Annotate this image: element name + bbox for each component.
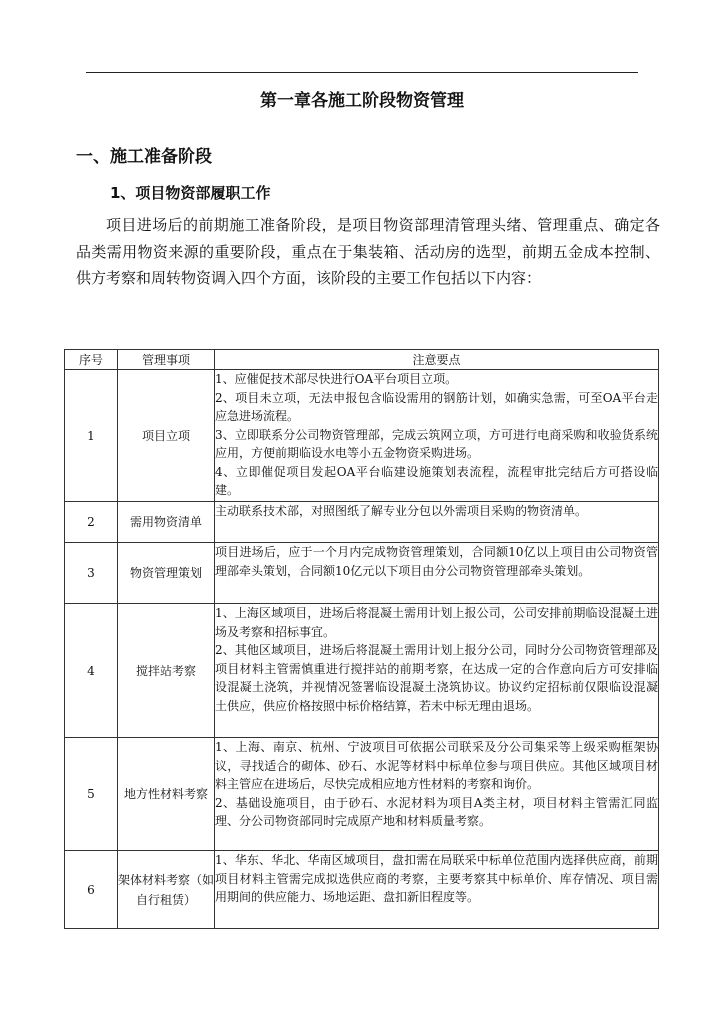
note-text: 1、上海区域项目，进场后将混凝土需用计划上报公司，公司安排前期临设混凝土进场及考察和招标事宜。: [215, 606, 658, 639]
row-item: 地方性材料考察: [118, 738, 215, 851]
note-text: 4、立即催促项目发起OA平台临建设施策划表流程，流程审批完结后方可搭设临建。: [215, 464, 658, 497]
note-text: 项目进场后，应于一个月内完成物资管理策划，合同额10亿以上项目由公司物资管理部牵头策划，合同额10亿元以下项目由分公司物资管理部牵头策划。: [215, 545, 658, 578]
table-row: [65, 543, 659, 604]
row-item: 架体材料考察（如自行租赁）: [118, 851, 215, 929]
note-text: 1、华东、华北、华南区域项目，盘扣需在局联采中标单位范围内选择供应商，前期项目材料主管需完成拟选供应商的考察，主要考察其中标单价、库存情况、项目需用期间的供应能力、场地运距、盘扣新旧程度等。: [215, 853, 658, 904]
row-number: 5: [65, 738, 118, 851]
row-item: 项目立项: [118, 370, 215, 502]
header-notes: 注意要点: [215, 350, 659, 370]
subsection-title: 1、项目物资部履职工作: [110, 184, 271, 202]
table-row: [65, 738, 659, 851]
note-text: 2、其他区域项目，进场后将混凝土需用计划上报分公司，同时分公司物资管理部及项目材料主管需慎重进行搅拌站的前期考察，在达成一定的合作意向后方可安排临设混凝土浇筑，并视情况签署临设混凝土浇筑协议。协议约定招标前仅限临设混凝土供应，供应价格按照中标价格结算，若未中标无理由退场。: [215, 643, 658, 713]
note-text: 1、上海、南京、杭州、宁波项目可依据公司联采及分公司集采等上级采购框架协议，寻找适合的砌体、砂石、水泥等材料中标单位参与项目供应。其他区域项目材料主管应在进场后，尽快完成相应地方性材料的考察和询价。: [215, 740, 658, 791]
management-table: [64, 349, 659, 929]
note-text: 3、立即联系分公司物资管理部，完成云筑网立项，方可进行电商采购和收验货系统应用，方便前期临设水电等小五金物资采购进场。: [215, 427, 658, 460]
row-notes: [215, 604, 659, 738]
note-text: 1、应催促技术部尽快进行OA平台项目立项。: [215, 372, 458, 386]
intro-paragraph: 项目进场后的前期施工准备阶段，是项目物资部理清管理头绪、管理重点、确定各品类需用物资来源的重要阶段，重点在于集装箱、活动房的选型，前期五金成本控制、供方考察和周转物资调入四个方面，该阶段的主要工作包括以下内容：: [76, 216, 660, 287]
row-number: 6: [65, 851, 118, 929]
row-number: 2: [65, 502, 118, 543]
row-number: 3: [65, 543, 118, 604]
table-row: [65, 851, 659, 929]
table-row: [65, 370, 659, 502]
note-text: 主动联系技术部，对照图纸了解专业分包以外需项目采购的物资清单。: [215, 504, 588, 518]
row-item: 需用物资清单: [118, 502, 215, 543]
note-text: 2、项目未立项，无法申报包含临设需用的钢筋计划，如确实急需，可至OA平台走应急进场流程。: [215, 390, 658, 423]
row-number: 4: [65, 604, 118, 738]
table-row: [65, 502, 659, 543]
row-notes: [215, 370, 659, 502]
row-item: 搅拌站考察: [118, 604, 215, 738]
header-rule: [86, 72, 638, 73]
row-notes: [215, 851, 659, 929]
table-header-row: [65, 350, 659, 370]
row-notes: [215, 738, 659, 851]
header-item: 管理事项: [118, 350, 215, 370]
row-item: 物资管理策划: [118, 543, 215, 604]
row-notes: [215, 543, 659, 604]
row-number: 1: [65, 370, 118, 502]
note-text: 2、基础设施项目，由于砂石、水泥材料为项目A类主材，项目材料主管需汇同监理、分公司物资部同时完成原产地和材料质量考察。: [215, 795, 658, 828]
table-row: [65, 604, 659, 738]
row-notes: [215, 502, 659, 543]
section-title: 一、施工准备阶段: [76, 147, 212, 167]
header-number: 序号: [65, 350, 118, 370]
chapter-title: 第一章各施工阶段物资管理: [260, 91, 464, 111]
